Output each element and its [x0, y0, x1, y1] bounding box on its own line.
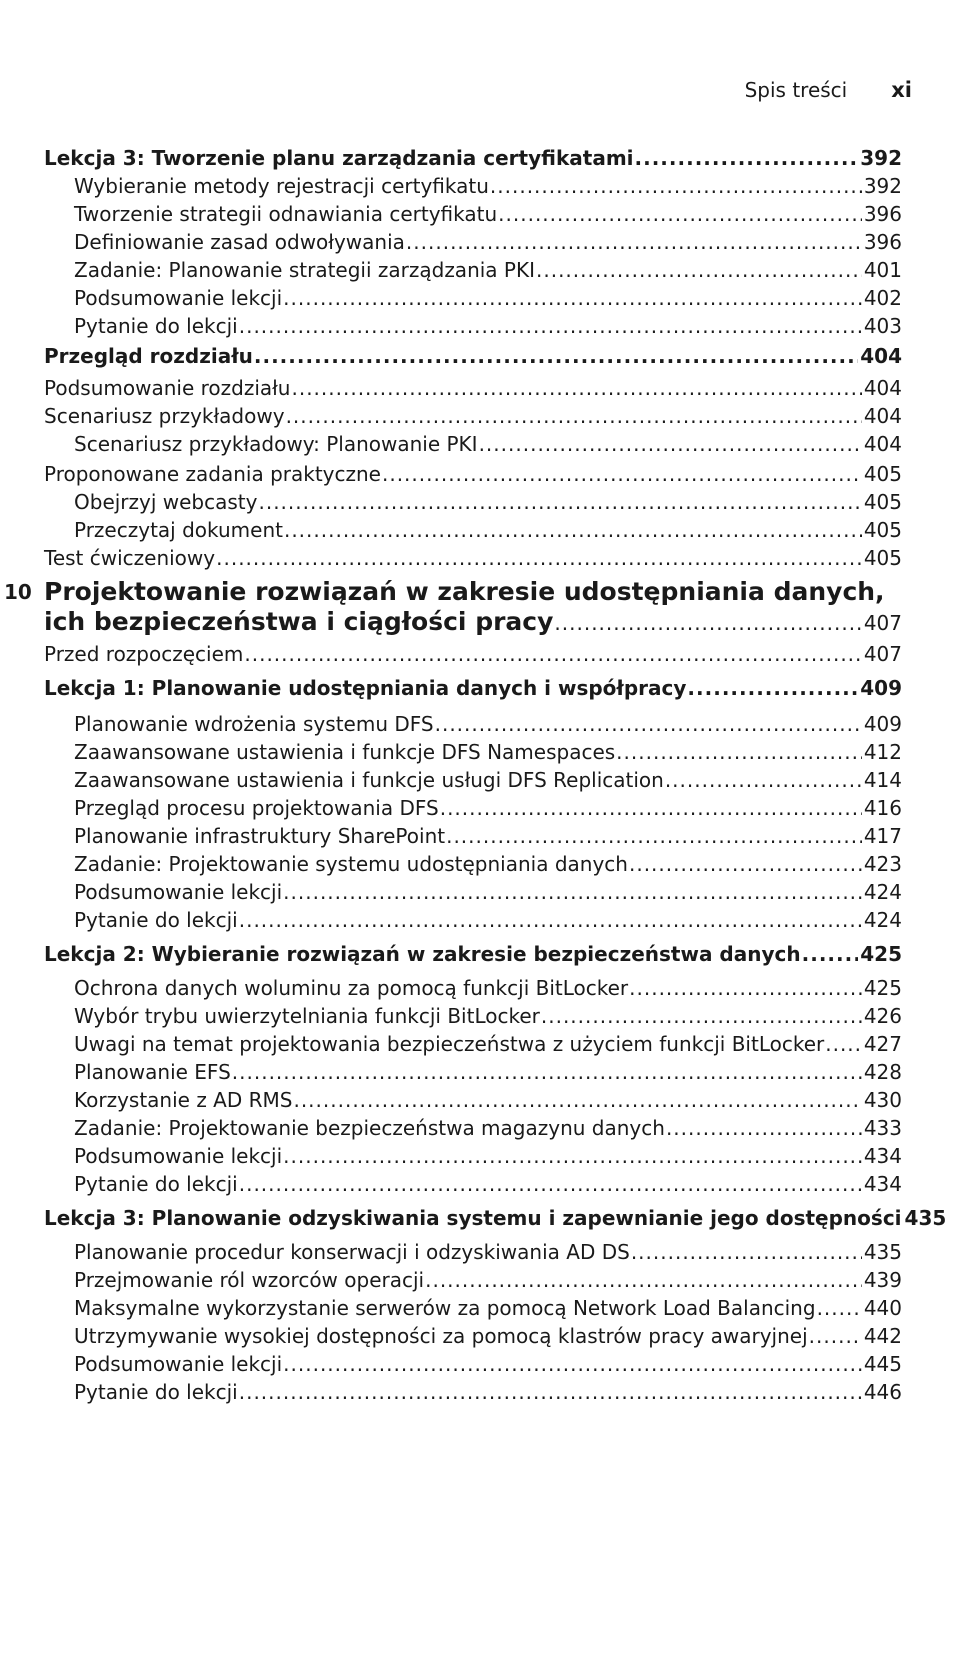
toc-entry[interactable] [44, 941, 902, 967]
toc-entry-page: 404 [863, 432, 902, 456]
toc-entry[interactable] [44, 1171, 902, 1197]
toc-entry-title: Obejrzyj webcasty [74, 490, 258, 514]
toc-entry-title: Planowanie infrastruktury SharePoint [74, 824, 446, 848]
toc-entry-title: Scenariusz przykładowy: Planowanie PKI [74, 432, 478, 456]
dot-leader [665, 767, 862, 793]
toc-entry-title: Podsumowanie lekcji [74, 1352, 283, 1376]
dot-leader [244, 641, 861, 667]
toc-entry[interactable] [44, 375, 902, 401]
toc-entry[interactable] [44, 879, 902, 905]
toc-entry-page: 405 [863, 462, 902, 486]
toc-entry[interactable] [44, 489, 902, 515]
toc-entry[interactable] [44, 907, 902, 933]
toc-entry-title: Test ćwiczeniowy [44, 546, 216, 570]
toc-entry[interactable] [44, 229, 902, 255]
toc-entry[interactable] [44, 343, 902, 369]
toc-entry-page: 430 [863, 1088, 902, 1112]
toc-entry-page: 401 [863, 258, 902, 282]
toc-entry-page: 404 [863, 404, 902, 428]
toc-entry[interactable] [44, 545, 902, 571]
toc-entry-title: Zadanie: Projektowanie systemu udostępniania danych [74, 852, 628, 876]
dot-leader [254, 343, 858, 369]
toc-entry-title: Proponowane zadania praktyczne [44, 462, 381, 486]
dot-leader [406, 229, 862, 255]
dot-leader [291, 375, 861, 401]
toc-entry-page: 416 [863, 796, 902, 820]
toc-entry-title: Zadanie: Projektowanie bezpieczeństwa magazynu danych [74, 1116, 665, 1140]
dot-leader [283, 879, 862, 905]
chapter-title-line2[interactable] [44, 607, 902, 638]
dot-leader [232, 1059, 862, 1085]
toc-entry-page: 428 [863, 1060, 902, 1084]
toc-entry[interactable] [44, 1003, 902, 1029]
dot-leader [802, 941, 859, 967]
toc-entry-page: 396 [863, 202, 902, 226]
toc-entry-title: Wybór trybu uwierzytelniania funkcji BitLocker [74, 1004, 540, 1028]
dot-leader [635, 145, 859, 171]
toc-entry[interactable] [44, 795, 902, 821]
dot-leader [216, 545, 862, 571]
dot-leader [825, 1031, 862, 1057]
toc-entry[interactable] [44, 1205, 947, 1231]
toc-entry[interactable] [44, 145, 902, 171]
dot-leader [283, 285, 862, 311]
dot-leader [479, 431, 862, 457]
dot-leader [629, 851, 862, 877]
dot-leader [258, 489, 861, 515]
dot-leader [425, 1267, 862, 1293]
toc-entry-title: Lekcja 2: Wybieranie rozwiązań w zakresie bezpieczeństwa danych [44, 942, 801, 966]
toc-entry-page: 423 [863, 852, 902, 876]
dot-leader [490, 173, 862, 199]
dot-leader [498, 201, 862, 227]
toc-entry-title: Podsumowanie lekcji [74, 1144, 283, 1168]
toc-entry-page: 433 [863, 1116, 902, 1140]
chapter-number: 10 [4, 580, 32, 604]
toc-entry-title: Podsumowanie lekcji [74, 880, 283, 904]
toc-entry-title: Podsumowanie rozdziału [44, 376, 291, 400]
toc-entry-page: 445 [863, 1352, 902, 1376]
dot-leader [239, 1379, 862, 1405]
dot-leader [687, 675, 858, 701]
toc-entry-title: Przegląd rozdziału [44, 344, 253, 368]
toc-entry[interactable] [44, 173, 902, 199]
toc-entry[interactable] [44, 1031, 902, 1057]
toc-entry-title: Pytanie do lekcji [74, 908, 238, 932]
toc-entry[interactable] [44, 1267, 902, 1293]
toc-entry-page: 403 [863, 314, 902, 338]
dot-leader [283, 1143, 862, 1169]
toc-entry[interactable] [44, 675, 902, 701]
toc-entry-page: 392 [860, 146, 902, 170]
toc-entry-page: 417 [863, 824, 902, 848]
toc-entry-page: 427 [863, 1032, 902, 1056]
dot-leader [239, 1171, 862, 1197]
toc-entry[interactable] [44, 1087, 902, 1113]
dot-leader [541, 1003, 862, 1029]
toc-entry-page: 405 [863, 490, 902, 514]
toc-entry[interactable] [44, 767, 902, 793]
toc-entry-page: 424 [863, 880, 902, 904]
toc-entry-page: 407 [863, 642, 902, 666]
dot-leader [554, 608, 861, 638]
toc-entry-page: 402 [863, 286, 902, 310]
dot-leader [382, 461, 862, 487]
toc-entry-title: Pytanie do lekcji [74, 314, 238, 338]
dot-leader [817, 1295, 862, 1321]
toc-entry-page: 409 [863, 712, 902, 736]
chapter-title-text-1: Projektowanie rozwiązań w zakresie udostępniania danych, [44, 577, 885, 606]
toc-entry[interactable] [44, 257, 902, 283]
toc-entry-page: 435 [863, 1240, 902, 1264]
toc-entry-title: Zaawansowane ustawienia i funkcje usługi DFS Replication [74, 768, 664, 792]
toc-entry[interactable] [44, 1295, 902, 1321]
toc-entry-page: 425 [863, 976, 902, 1000]
toc-entry-page: 442 [863, 1324, 902, 1348]
toc-entry[interactable] [44, 823, 902, 849]
dot-leader [666, 1115, 862, 1141]
toc-entry-page: 439 [863, 1268, 902, 1292]
toc-entry-page: 434 [863, 1172, 902, 1196]
toc-entry[interactable] [44, 1323, 902, 1349]
dot-leader [293, 1087, 861, 1113]
toc-entry-page: 434 [863, 1144, 902, 1168]
dot-leader [284, 517, 862, 543]
toc-entry-title: Zadanie: Planowanie strategii zarządzania PKI [74, 258, 535, 282]
toc-entry-page: 425 [860, 942, 902, 966]
toc-entry-page: 392 [863, 174, 902, 198]
toc-entry-page: 405 [863, 546, 902, 570]
toc-entry-title: Lekcja 3: Tworzenie planu zarządzania certyfikatami [44, 146, 634, 170]
toc-entry-title: Przed rozpoczęciem [44, 642, 244, 666]
toc-entry-page: 409 [860, 676, 902, 700]
toc-entry-page: 440 [863, 1296, 902, 1320]
toc-entry-title: Ochrona danych woluminu za pomocą funkcji BitLocker [74, 976, 629, 1000]
toc-entry-title: Tworzenie strategii odnawiania certyfikatu [74, 202, 498, 226]
toc-entry-page: 435 [904, 1206, 947, 1230]
toc-entry[interactable] [44, 201, 902, 227]
toc-entry-title: Korzystanie z AD RMS [74, 1088, 293, 1112]
toc-entry[interactable] [44, 517, 902, 543]
dot-leader [631, 1239, 862, 1265]
toc-entry[interactable] [44, 461, 902, 487]
toc-entry[interactable] [44, 313, 902, 339]
toc-entry-title: Planowanie EFS [74, 1060, 231, 1084]
toc-entry[interactable] [44, 431, 902, 457]
toc-entry-page: 426 [863, 1004, 902, 1028]
toc-entry-page: 404 [860, 344, 902, 368]
toc-entry-title: Zaawansowane ustawienia i funkcje DFS Namespaces [74, 740, 616, 764]
toc-entry-title: Lekcja 1: Planowanie udostępniania danych i współpracy [44, 676, 687, 700]
dot-leader [809, 1323, 862, 1349]
toc-entry[interactable] [44, 1379, 902, 1405]
toc-entry-title: Podsumowanie lekcji [74, 286, 283, 310]
dot-leader [536, 257, 862, 283]
toc-entry-title: Pytanie do lekcji [74, 1172, 238, 1196]
dot-leader [239, 313, 862, 339]
toc-entry-page: 412 [863, 740, 902, 764]
running-header [745, 78, 912, 102]
toc-entry-page: 424 [863, 908, 902, 932]
toc-entry-page: 404 [863, 376, 902, 400]
toc-entry-title: Lekcja 3: Planowanie odzyskiwania systemu i zapewnianie jego dostępności [44, 1206, 902, 1230]
header-section-title: Spis treści [744, 78, 848, 102]
toc-entry[interactable] [44, 285, 902, 311]
dot-leader [446, 823, 862, 849]
toc-entry-title: Uwagi na temat projektowania bezpieczeństwa z użyciem funkcji BitLocker [74, 1032, 825, 1056]
toc-entry-title: Przeczytaj dokument [74, 518, 283, 542]
toc-entry-page: 405 [863, 518, 902, 542]
dot-leader [440, 795, 862, 821]
toc-entry-title: Scenariusz przykładowy [44, 404, 285, 428]
toc-entry-title: Maksymalne wykorzystanie serwerów za pomocą Network Load Balancing [74, 1296, 816, 1320]
toc-entry[interactable] [44, 975, 902, 1001]
toc-entry[interactable] [44, 711, 902, 737]
toc-entry[interactable] [44, 641, 902, 667]
toc-entry[interactable] [44, 1239, 902, 1265]
toc-entry[interactable] [44, 1059, 902, 1085]
toc-entry-title: Planowanie procedur konserwacji i odzyskiwania AD DS [74, 1240, 630, 1264]
toc-entry[interactable] [44, 1351, 902, 1377]
toc-entry[interactable] [44, 403, 902, 429]
dot-leader [283, 1351, 862, 1377]
toc-entry-title: Pytanie do lekcji [74, 1380, 238, 1404]
dot-leader [629, 975, 862, 1001]
chapter-title-line1 [4, 577, 885, 607]
header-page-number: xi [891, 78, 912, 102]
toc-entry[interactable] [44, 739, 902, 765]
toc-entry-page: 414 [863, 768, 902, 792]
dot-leader [239, 907, 862, 933]
toc-entry-title: Przegląd procesu projektowania DFS [74, 796, 439, 820]
toc-entry-page: 396 [863, 230, 902, 254]
toc-entry[interactable] [44, 1115, 902, 1141]
toc-entry-title: Wybieranie metody rejestracji certyfikatu [74, 174, 489, 198]
dot-leader [286, 403, 862, 429]
chapter-page-number: 407 [863, 611, 902, 635]
chapter-title-text-2: ich bezpieczeństwa i ciągłości pracy [44, 607, 554, 636]
toc-entry-page: 446 [863, 1380, 902, 1404]
toc-entry-title: Definiowanie zasad odwoływania [74, 230, 405, 254]
toc-entry-title: Przejmowanie ról wzorców operacji [74, 1268, 425, 1292]
dot-leader [435, 711, 862, 737]
toc-entry[interactable] [44, 851, 902, 877]
dot-leader [616, 739, 862, 765]
toc-entry-title: Utrzymywanie wysokiej dostępności za pomocą klastrów pracy awaryjnej [74, 1324, 808, 1348]
toc-entry[interactable] [44, 1143, 902, 1169]
toc-entry-title: Planowanie wdrożenia systemu DFS [74, 712, 434, 736]
